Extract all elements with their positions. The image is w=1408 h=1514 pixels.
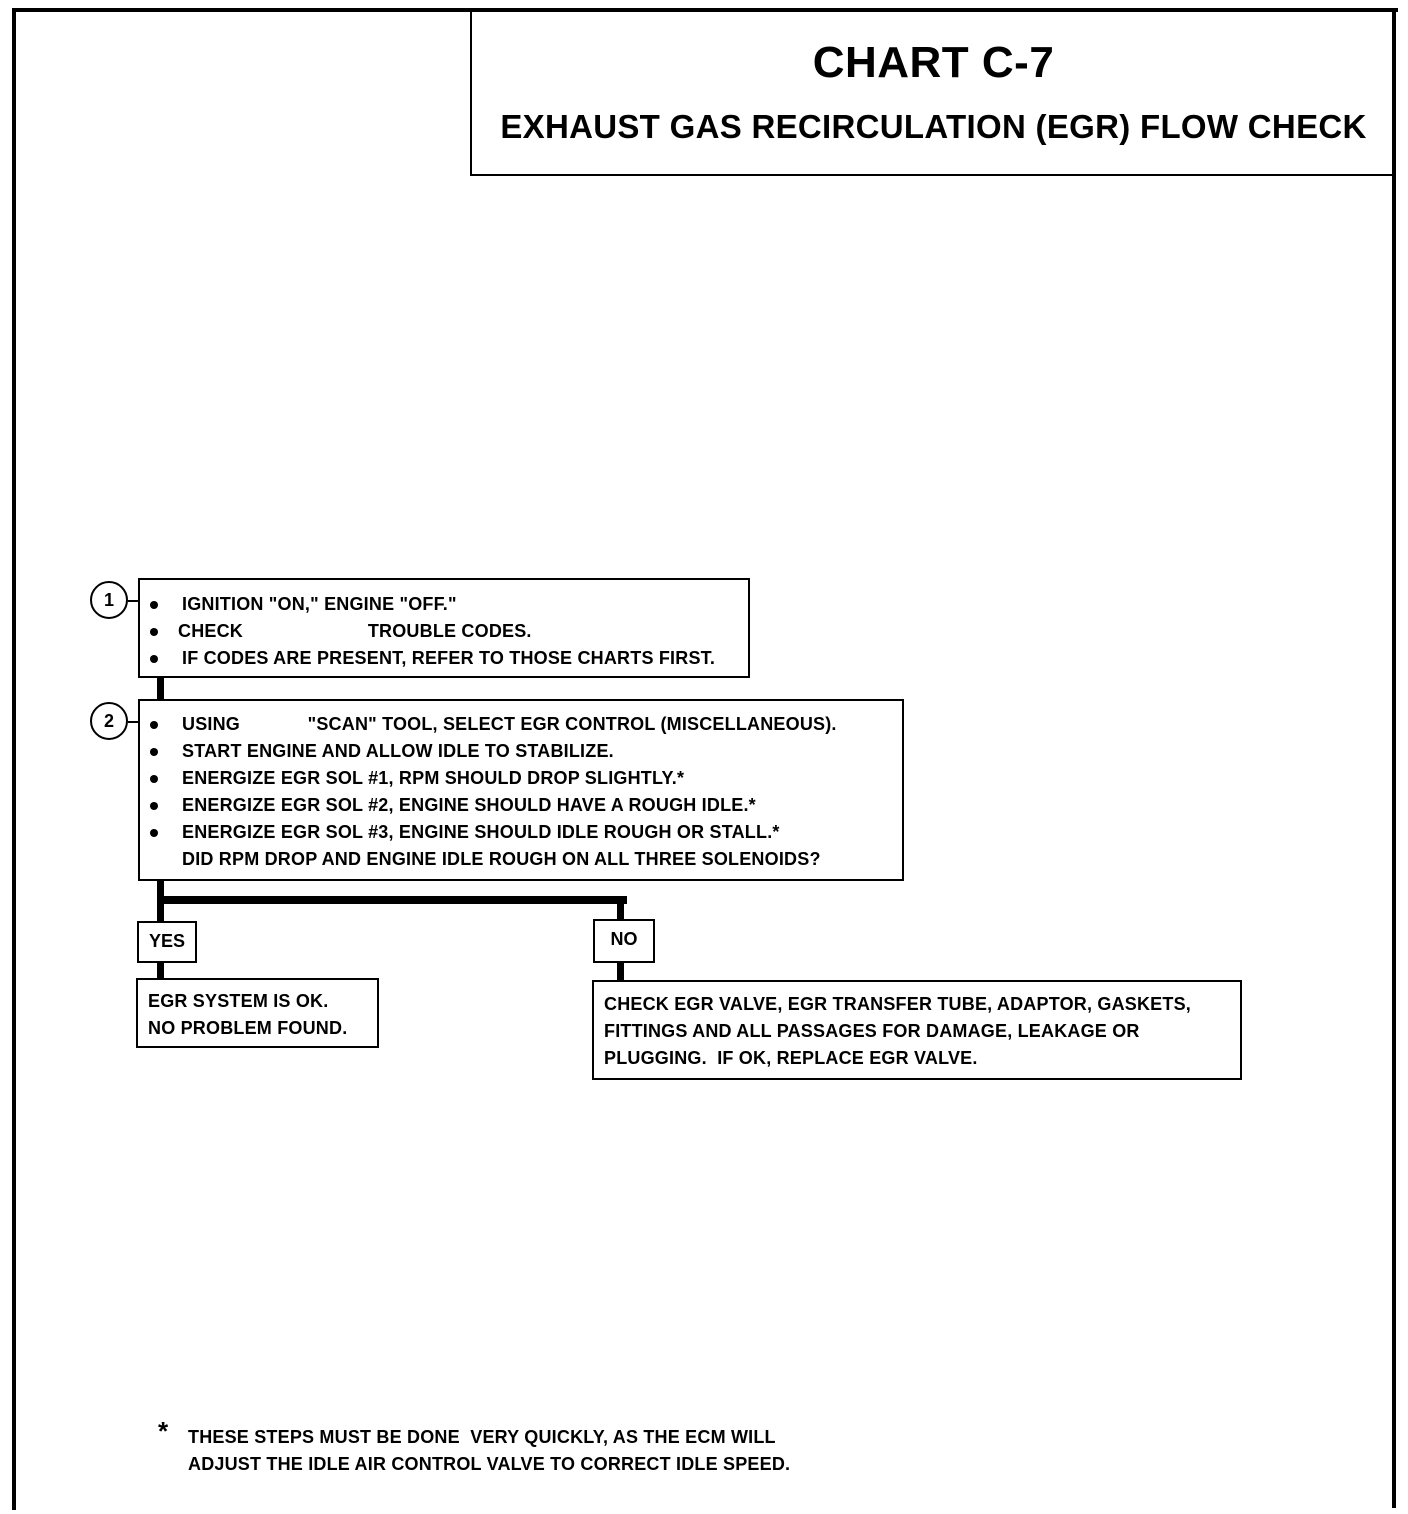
step-2-number: 2 [103, 711, 114, 731]
bullet-icon [150, 721, 158, 729]
step-1-marker-tail [128, 600, 138, 602]
step-1-box [138, 578, 750, 678]
footnote-line: THESE STEPS MUST BE DONE VERY QUICKLY, AS THE ECM WILL [188, 1427, 776, 1447]
chart-subtitle: EXHAUST GAS RECIRCULATION (EGR) FLOW CHECK [500, 108, 1367, 145]
connector-yes-result [157, 963, 164, 979]
step-2-item: ENERGIZE EGR SOL #2, ENGINE SHOULD HAVE A ROUGH IDLE.* [140, 792, 902, 819]
step-2-item: USING "SCAN" TOOL, SELECT EGR CONTROL (MISCELLANEOUS). [140, 711, 902, 738]
bullet-icon [150, 829, 158, 837]
step-2-item: START ENGINE AND ALLOW IDLE TO STABILIZE. [140, 738, 902, 765]
connector-no-vertical [617, 896, 624, 921]
bullet-icon [150, 802, 158, 810]
connector-branch-horizontal [157, 896, 627, 904]
no-result-line: CHECK EGR VALVE, EGR TRANSFER TUBE, ADAPTOR, GASKETS, [604, 994, 1191, 1014]
bullet-icon [150, 748, 158, 756]
bullet-icon [150, 601, 158, 609]
page-border-left [12, 10, 16, 1510]
bullet-icon [150, 655, 158, 663]
bullet-icon [150, 775, 158, 783]
no-result-box [592, 980, 1242, 1080]
connector-step1-step2 [157, 678, 164, 700]
step-2-question: DID RPM DROP AND ENGINE IDLE ROUGH ON ALL THREE SOLENOIDS? [182, 849, 821, 869]
chart-title: CHART C-7 [812, 38, 1055, 87]
footnote-line: ADJUST THE IDLE AIR CONTROL VALVE TO CORRECT IDLE SPEED. [188, 1454, 791, 1474]
step-2-item: ENERGIZE EGR SOL #1, RPM SHOULD DROP SLIGHTLY.* [140, 765, 902, 792]
step-2-box [138, 699, 904, 881]
step-1-item: IGNITION "ON," ENGINE "OFF." [140, 591, 748, 618]
yes-result-box [136, 978, 379, 1048]
no-result-line: PLUGGING. IF OK, REPLACE EGR VALVE. [604, 1048, 978, 1068]
step-1-item: CHECK TROUBLE CODES. [140, 618, 748, 645]
step-1-number: 1 [103, 590, 114, 610]
step-2-marker [90, 702, 128, 740]
step-2-item: ENERGIZE EGR SOL #3, ENGINE SHOULD IDLE ROUGH OR STALL.* [140, 819, 902, 846]
step-1-marker [90, 581, 128, 619]
step-2-marker-tail [128, 721, 138, 723]
no-label: NO [593, 919, 655, 963]
footnote [188, 1424, 790, 1478]
footnote-asterisk: * [158, 1416, 169, 1446]
yes-result-line: NO PROBLEM FOUND. [148, 1018, 348, 1038]
title-block [470, 10, 1395, 176]
page-border-right [1392, 8, 1396, 1508]
bullet-icon [150, 628, 158, 636]
connector-no-result [617, 963, 624, 981]
yes-label: YES [137, 921, 197, 963]
step-1-item: IF CODES ARE PRESENT, REFER TO THOSE CHARTS FIRST. [140, 645, 748, 672]
yes-result-line: EGR SYSTEM IS OK. [148, 991, 329, 1011]
no-result-line: FITTINGS AND ALL PASSAGES FOR DAMAGE, LEAKAGE OR [604, 1021, 1140, 1041]
